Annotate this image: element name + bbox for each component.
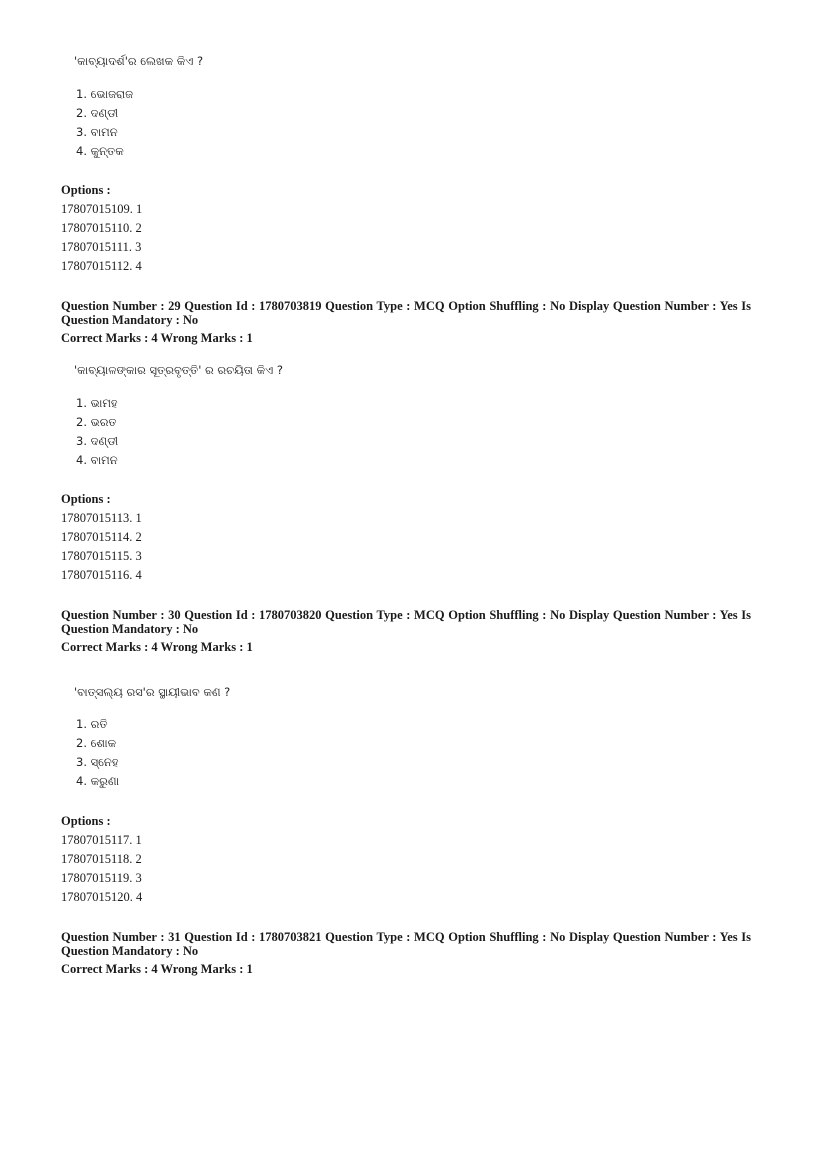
option-id: 17807015116. 4 (61, 568, 142, 582)
question-29-text: 'କାବ୍ୟାଳଙ୍କାର ସୂତ୍ରବୃତ୍ତି' ର ରଚୟିତା କିଏ ? (74, 363, 283, 377)
option-id: 17807015109. 1 (61, 202, 143, 216)
choice-item: 4. ବାମନ (76, 453, 118, 467)
option-id: 17807015111. 3 (61, 240, 142, 254)
options-heading: Options : (61, 492, 111, 506)
question-30-meta: Question Number : 30 Question Id : 1780703820 Question Type : MCQ Option Shuffling : No Display Question Number : Yes Is Question Mandatory : No (61, 608, 751, 636)
option-id: 17807015114. 2 (61, 530, 142, 544)
question-30-marks: Correct Marks : 4 Wrong Marks : 1 (61, 640, 253, 654)
options-heading: Options : (61, 183, 111, 197)
option-id: 17807015113. 1 (61, 511, 142, 525)
option-id: 17807015115. 3 (61, 549, 142, 563)
options-heading: Options : (61, 814, 111, 828)
question-30-option-ids (61, 831, 142, 907)
question-29-marks: Correct Marks : 4 Wrong Marks : 1 (61, 331, 253, 345)
choice-item: 1. ଭୋଜରାଜ (76, 87, 134, 101)
question-28-text: 'କାବ୍ୟାଦର୍ଶ'ର ଲେଖକ କିଏ ? (74, 54, 204, 68)
question-29-option-ids (61, 509, 142, 585)
choice-item: 1. ଭାମହ (76, 396, 118, 410)
choice-item: 2. ଦଣ୍ଡୀ (76, 106, 119, 120)
question-29-meta: Question Number : 29 Question Id : 1780703819 Question Type : MCQ Option Shuffling : No Display Question Number : Yes Is Question Mandatory : No (61, 299, 751, 327)
choice-item: 3. ସ୍ନେହ (76, 755, 119, 769)
question-28-choices (76, 85, 133, 161)
choice-item: 3. ଦଣ୍ଡୀ (76, 434, 119, 448)
choice-item: 3. ବାମନ (76, 125, 118, 139)
question-30-text: 'ବାତ୍ସଲ୍ୟ ରସ'ର ସ୍ଥାୟୀଭାବ କଣ ? (74, 685, 231, 699)
choice-item: 2. ଭରତ (76, 415, 117, 429)
choice-item: 4. କୁନ୍ତକ (76, 144, 124, 158)
question-30-choices (76, 715, 119, 791)
question-29-choices (76, 394, 118, 470)
choice-item: 1. ରତି (76, 717, 108, 731)
question-28-option-ids (61, 200, 142, 276)
option-id: 17807015117. 1 (61, 833, 142, 847)
option-id: 17807015118. 2 (61, 852, 142, 866)
option-id: 17807015119. 3 (61, 871, 142, 885)
option-id: 17807015112. 4 (61, 259, 142, 273)
option-id: 17807015120. 4 (61, 890, 143, 904)
option-id: 17807015110. 2 (61, 221, 142, 235)
question-31-meta: Question Number : 31 Question Id : 1780703821 Question Type : MCQ Option Shuffling : No Display Question Number : Yes Is Question Mandatory : No (61, 930, 751, 958)
choice-item: 2. ଶୋକ (76, 736, 117, 750)
choice-item: 4. କରୁଣା (76, 774, 120, 788)
question-31-marks: Correct Marks : 4 Wrong Marks : 1 (61, 962, 253, 976)
